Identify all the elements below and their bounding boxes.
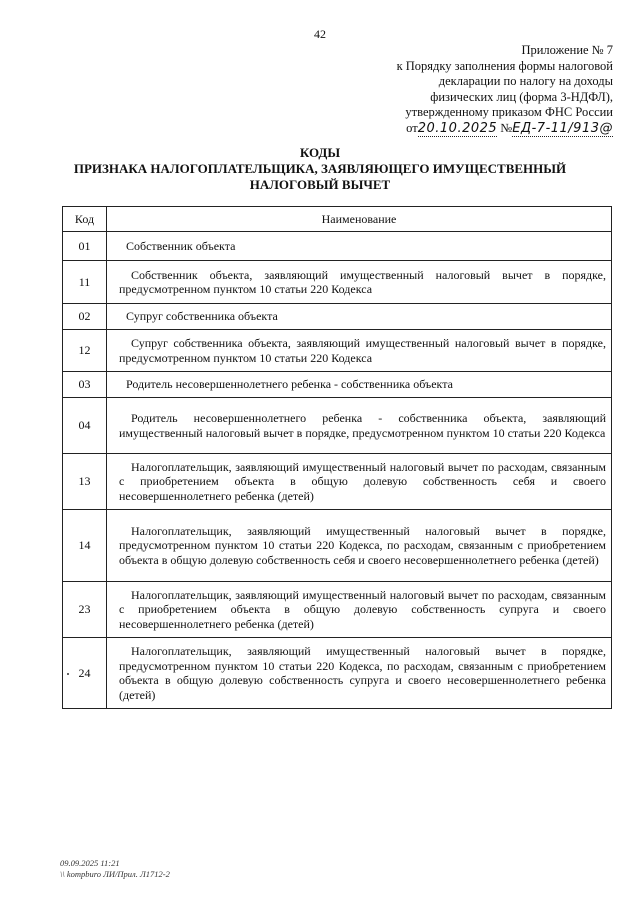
table-row [63,638,612,709]
appendix-line-5: утвержденному приказом ФНС России [405,105,613,119]
appendix-line-1: Приложение № 7 [521,43,613,57]
row-name: Родитель несовершеннолетнего ребенка - собственника объекта [107,372,612,398]
header-code: Код [63,207,107,232]
row-code: 01 [63,232,107,261]
row-code: 11 [63,261,107,304]
table-row [63,232,612,261]
row-code: 24 [63,638,107,709]
table-header-row [63,207,612,232]
row-code: 23 [63,582,107,638]
order-number: ЕД-7-11/913@ [512,120,613,136]
order-date: 20.10.2025 [417,120,498,136]
order-reference [313,121,613,137]
scan-speck [67,673,69,675]
row-name: Налогоплательщик, заявляющий имущественный налоговый вычет в порядке, предусмотренном пунктом 10 статьи 220 Кодекса, по расходам, связанным с приобретением объекта в общую долевую собственность супруга и своего несовершеннолетнего ребенка (детей) [107,638,612,709]
row-code: 04 [63,398,107,454]
row-name: Супруг собственника объекта [107,304,612,330]
row-name: Супруг собственника объекта, заявляющий имущественный налоговый вычет в порядке, предусмотренном пунктом 10 статьи 220 Кодекса [107,330,612,372]
footer-timestamp: 09.09.2025 11:21 [60,858,120,868]
row-name: Налогоплательщик, заявляющий имущественный налоговый вычет в порядке, предусмотренном пунктом 10 статьи 220 Кодекса, по расходам, связанным с приобретением объекта в общую долевую собственность себя и своего несовершеннолетнего ребенка (детей) [107,510,612,582]
table-row [63,330,612,372]
table-row [63,304,612,330]
row-code: 13 [63,454,107,510]
table-row [63,582,612,638]
row-name: Собственник объекта [107,232,612,261]
table-row [63,398,612,454]
page-number: 42 [314,27,326,41]
table-row [63,261,612,304]
row-name: Налогоплательщик, заявляющий имущественный налоговый вычет по расходам, связанным с приобретением объекта в общую долевую собственность супруга и своего несовершеннолетнего ребенка (детей) [107,582,612,638]
row-name: Налогоплательщик, заявляющий имущественный налоговый вычет по расходам, связанным с приобретением объекта в общую долевую собственность себя и своего несовершеннолетнего ребенка (детей) [107,454,612,510]
row-code: 12 [63,330,107,372]
footer-path: \\ kompburo ЛИ/Прил. Л1712-2 [60,869,170,879]
title-line-3: НАЛОГОВЫЙ ВЫЧЕТ [249,177,391,192]
title-line-2: ПРИЗНАКА НАЛОГОПЛАТЕЛЬЩИКА, ЗАЯВЛЯЮЩЕГО ИМУЩЕСТВЕННЫЙ [73,161,567,176]
row-code: 02 [63,304,107,330]
appendix-line-4: физических лиц (форма 3-НДФЛ), [430,89,613,104]
table-row [63,372,612,398]
row-name: Родитель несовершеннолетнего ребенка - собственника объекта, заявляющий имущественный налоговый вычет в порядке, предусмотренном пунктом 10 статьи 220 Кодекса [107,398,612,454]
codes-table [62,206,612,709]
appendix-line-3: декларации по налогу на доходы [438,74,613,88]
from-label: от [406,120,418,135]
title-line-1: КОДЫ [299,145,341,160]
table-row [63,454,612,510]
header-name: Наименование [107,207,612,232]
row-code: 03 [63,372,107,398]
appendix-header [313,43,613,136]
table-row [63,510,612,582]
print-footer [60,858,170,880]
row-name: Собственник объекта, заявляющий имущественный налоговый вычет в порядке, предусмотренном пунктом 10 статьи 220 Кодекса [107,261,612,304]
row-code: 14 [63,510,107,582]
document-title [40,145,600,193]
appendix-line-2: к Порядку заполнения формы налоговой [396,58,613,73]
number-label: № [500,120,513,135]
